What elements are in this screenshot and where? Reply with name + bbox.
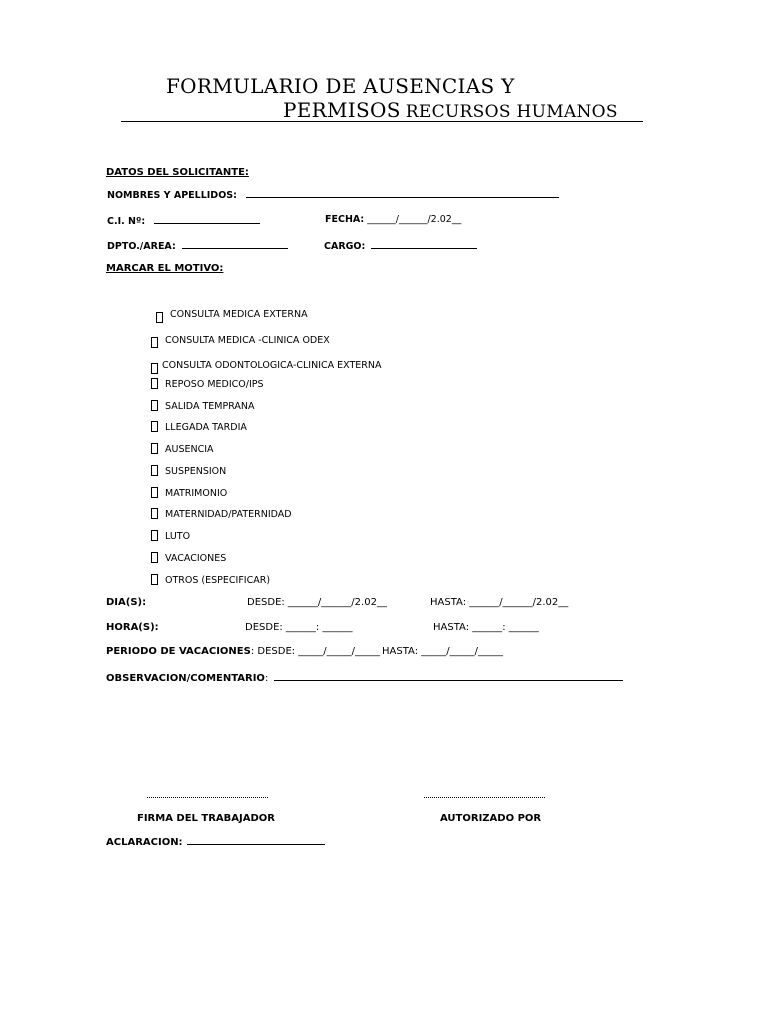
checkbox-vacaciones[interactable] [151, 552, 158, 563]
ci-field[interactable] [154, 214, 260, 224]
dias-label: DIA(S): [106, 597, 147, 608]
nombres-row [107, 188, 559, 201]
fecha-label: FECHA: [325, 214, 365, 225]
aclaracion-field[interactable] [187, 835, 325, 845]
firma-trabajador-line[interactable] [147, 797, 268, 798]
checkbox-ausencia[interactable] [151, 443, 158, 454]
checkbox-clinica-odex[interactable] [151, 337, 158, 348]
solicitante-heading: DATOS DEL SOLICITANTE: [106, 167, 249, 178]
form-title-line1: FORMULARIO DE AUSENCIAS Y [166, 74, 515, 98]
option-label: CONSULTA MEDICA -CLINICA ODEX [165, 335, 330, 346]
checkbox-consulta-externa[interactable] [156, 312, 163, 323]
option-label: OTROS (ESPECIFICAR) [165, 575, 271, 586]
option-label: AUSENCIA [165, 444, 214, 455]
checkbox-otros[interactable] [151, 574, 158, 585]
observacion-field[interactable] [274, 671, 623, 681]
dpto-field[interactable] [182, 239, 288, 249]
header-underline [121, 121, 643, 122]
cargo-row [324, 239, 477, 252]
checkbox-reposo-medico[interactable] [151, 378, 158, 389]
option-label: MATRIMONIO [165, 488, 228, 499]
option-label: REPOSO MEDICO/IPS [165, 379, 264, 390]
fecha-field[interactable]: ______/______/2.02__ [367, 214, 462, 225]
option-label: LUTO [165, 531, 191, 542]
vacaciones-label: PERIODO DE VACACIONES [106, 646, 251, 657]
checkbox-llegada-tardia[interactable] [151, 421, 158, 432]
nombres-label: NOMBRES Y APELLIDOS: [107, 190, 237, 201]
option-label: VACACIONES [165, 553, 227, 564]
observacion-colon: : [264, 673, 269, 684]
checkbox-matrimonio[interactable] [151, 487, 158, 498]
option-label: CONSULTA ODONTOLOGICA-CLINICA EXTERNA [162, 360, 382, 371]
form-title-rrhh: RECURSOS HUMANOS [405, 102, 618, 122]
dias-desde-field[interactable]: DESDE: ______/______/2.02__ [247, 597, 387, 608]
horas-hasta-field[interactable]: HASTA: ______: ______ [433, 622, 539, 633]
vacaciones-desde-field[interactable]: : DESDE: _____/_____/_____ [250, 646, 381, 657]
checkbox-maternidad[interactable] [151, 508, 158, 519]
cargo-field[interactable] [371, 239, 477, 249]
option-label: LLEGADA TARDIA [165, 422, 247, 433]
aclaracion-label: ACLARACION: [106, 837, 183, 848]
ci-row [107, 214, 260, 227]
autorizado-line[interactable] [424, 797, 545, 798]
checkbox-luto[interactable] [151, 530, 158, 541]
fecha-row [325, 214, 461, 225]
form-title-permisos: PERMISOS [283, 98, 401, 122]
dpto-row [107, 239, 288, 252]
vacaciones-hasta-field[interactable]: HASTA: _____/_____/_____ [382, 646, 503, 657]
option-label: MATERNIDAD/PATERNIDAD [165, 509, 292, 520]
ci-label: C.I. Nº: [107, 216, 146, 227]
dpto-label: DPTO./AREA: [107, 241, 176, 252]
horas-desde-field[interactable]: DESDE: ______: ______ [245, 622, 353, 633]
checkbox-suspension[interactable] [151, 465, 158, 476]
autorizado-label: AUTORIZADO POR [440, 813, 542, 824]
horas-label: HORA(S): [106, 622, 159, 633]
observacion-row [106, 671, 623, 684]
dias-hasta-field[interactable]: HASTA: ______/______/2.02__ [430, 597, 569, 608]
option-label: SUSPENSION [165, 466, 227, 477]
vacaciones-row [106, 646, 380, 657]
observacion-label: OBSERVACION/COMENTARIO [106, 673, 265, 684]
option-label: SALIDA TEMPRANA [165, 401, 255, 412]
firma-trabajador-label: FIRMA DEL TRABAJADOR [137, 813, 275, 824]
motivo-heading: MARCAR EL MOTIVO: [106, 263, 224, 274]
checkbox-salida-temprana[interactable] [151, 400, 158, 411]
cargo-label: CARGO: [324, 241, 366, 252]
aclaracion-row [106, 835, 325, 848]
checkbox-odontologica[interactable] [151, 363, 158, 374]
form-title-line2 [283, 98, 618, 122]
option-label: CONSULTA MEDICA EXTERNA [170, 309, 308, 320]
nombres-field[interactable] [246, 188, 559, 198]
